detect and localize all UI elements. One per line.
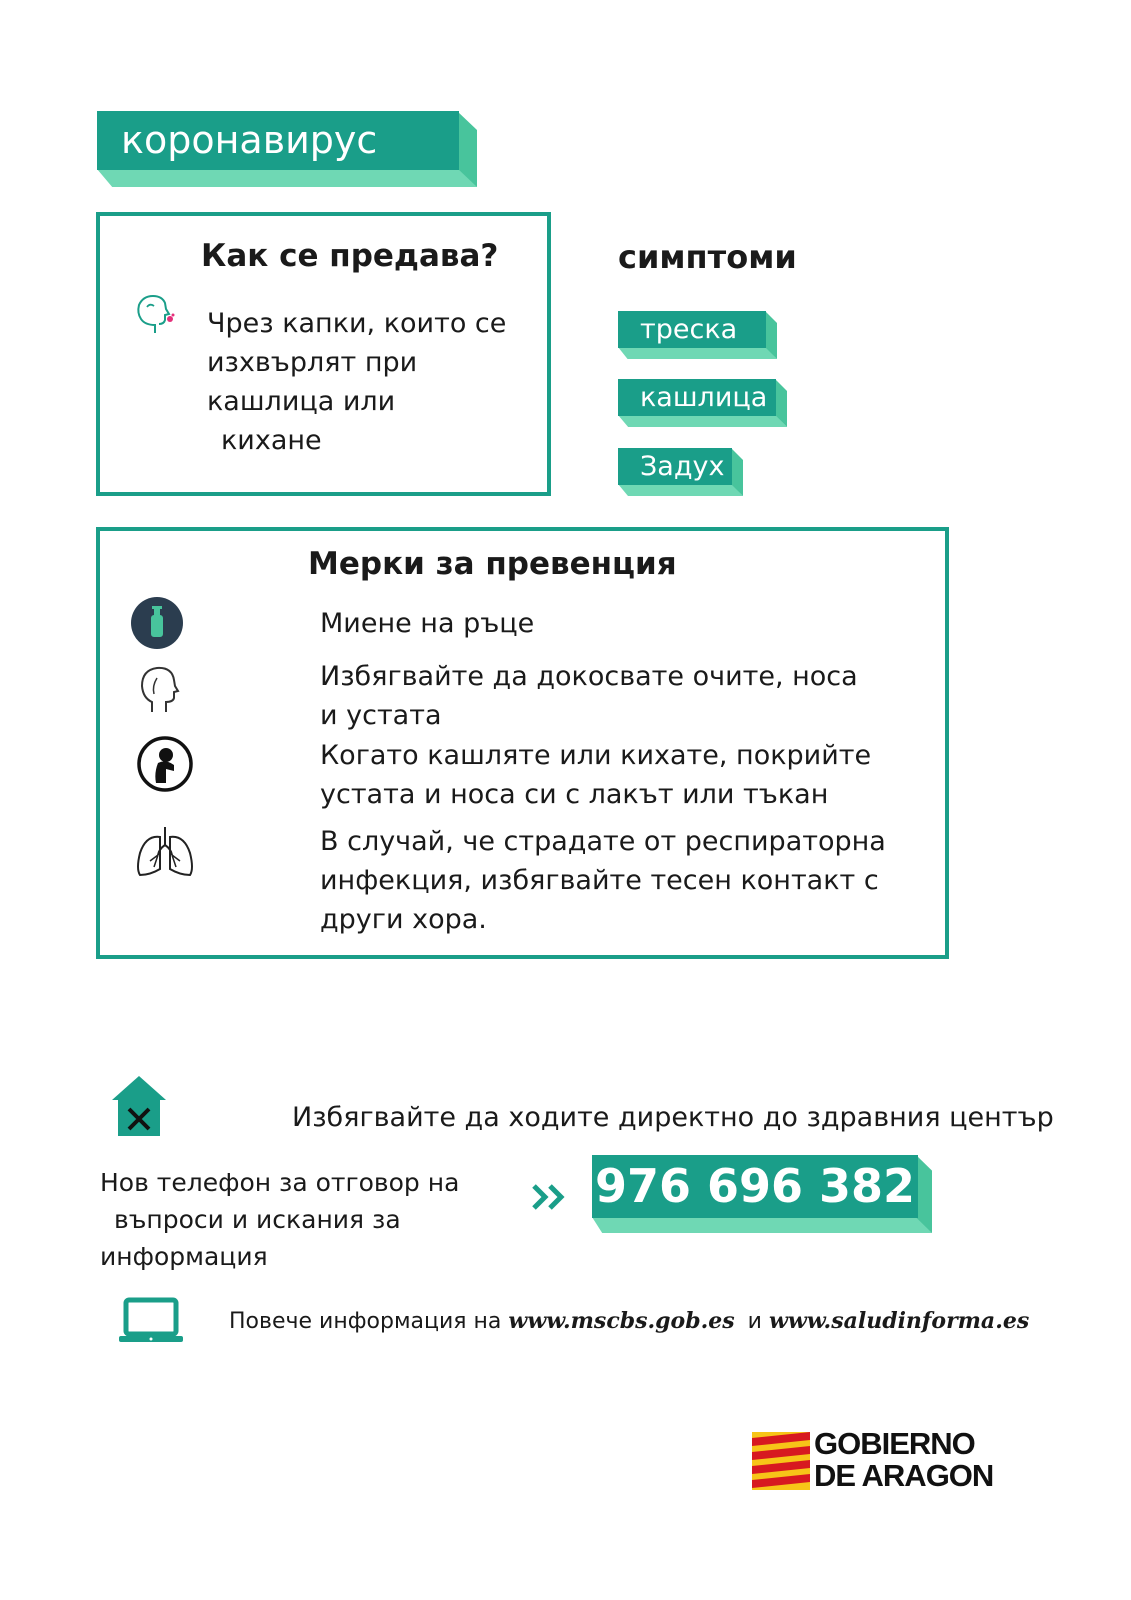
- gobierno-aragon-logo: [752, 1426, 1012, 1494]
- sneeze-head-icon: [133, 293, 175, 337]
- header-banner: [97, 111, 477, 187]
- transmission-title: Как се предава?: [201, 238, 499, 274]
- symptom-label: Задух: [618, 448, 732, 485]
- prevention-item-4: [320, 822, 886, 939]
- laptop-icon: [118, 1297, 184, 1345]
- transmission-line-2: изхвърлят при: [207, 347, 418, 378]
- phone-label-line: информация: [100, 1242, 268, 1271]
- prevention-item-3: [320, 736, 871, 814]
- prevention-line: Миене на ръце: [320, 608, 535, 639]
- symptoms-title: симптоми: [618, 238, 797, 276]
- aragon-stripes-icon: [752, 1432, 810, 1490]
- home-no-entry-icon: [110, 1074, 168, 1138]
- head-profile-icon: [138, 664, 180, 714]
- prevention-line: инфекция, избягвайте тесен контакт с: [320, 865, 879, 896]
- prevention-line: устата и носа си с лакът или тъкан: [320, 779, 829, 810]
- more-info-joiner: и: [747, 1309, 762, 1334]
- symptom-tag-dyspnea: [618, 448, 743, 496]
- phone-number-tag: [592, 1155, 932, 1233]
- transmission-text: [207, 304, 527, 460]
- phone-label-line: въпроси и искания за: [114, 1205, 401, 1234]
- cough-elbow-icon: [136, 735, 194, 793]
- more-info-line: [229, 1308, 1029, 1334]
- lungs-icon: [134, 823, 196, 879]
- health-center-warning: Избягвайте да ходите директно до здравния център: [292, 1102, 1054, 1133]
- symptom-label: треска: [618, 311, 766, 348]
- symptom-tag-cough: [618, 379, 787, 427]
- symptom-label: кашлица: [618, 379, 776, 416]
- prevention-title: Мерки за превенция: [308, 546, 677, 582]
- logo-line-1: GOBIERNO: [814, 1426, 975, 1461]
- phone-number[interactable]: 976 696 382: [592, 1155, 918, 1218]
- saludinforma-link[interactable]: www.saludinforma.es: [768, 1308, 1030, 1334]
- prevention-line: Избягвайте да докосвате очите, носа: [320, 661, 858, 692]
- hand-soap-icon: [130, 596, 184, 650]
- prevention-line: В случай, че страдате от респираторна: [320, 826, 886, 857]
- transmission-line-3: кашлица или: [207, 386, 396, 417]
- transmission-line-1: Чрез капки, които се: [207, 308, 507, 339]
- phone-label: [100, 1164, 459, 1275]
- symptom-tag-fever: [618, 311, 777, 359]
- more-info-prefix: Повече информация на: [229, 1309, 502, 1334]
- prevention-line: други хора.: [320, 904, 487, 935]
- prevention-item-2: [320, 657, 858, 735]
- prevention-item-1: [320, 604, 534, 643]
- transmission-line-4: кихане: [221, 425, 322, 456]
- prevention-line: и устата: [320, 700, 442, 731]
- mscbs-link[interactable]: www.mscbs.gob.es: [508, 1308, 735, 1334]
- prevention-line: Когато кашляте или кихате, покрийте: [320, 740, 872, 771]
- page-title: коронавирус: [97, 111, 459, 170]
- double-chevron-right-icon: [530, 1182, 570, 1212]
- phone-label-line: Нов телефон за отговор на: [100, 1168, 460, 1197]
- logo-line-2: DE ARAGON: [814, 1458, 994, 1493]
